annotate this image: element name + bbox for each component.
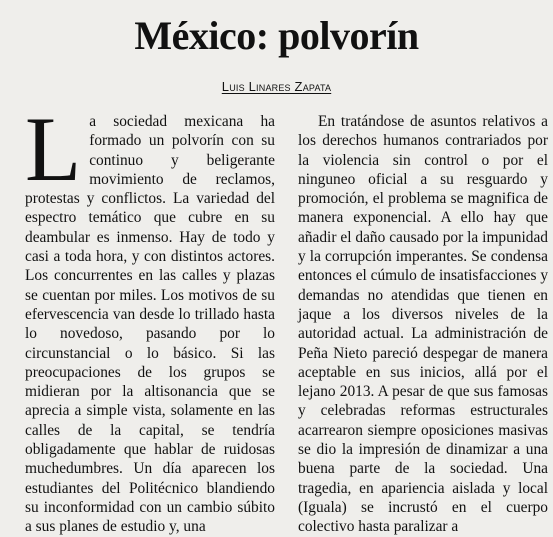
author-byline[interactable] [0, 79, 553, 94]
article-column-right [298, 112, 548, 537]
author-name-link[interactable]: Luis Linares Zapata [221, 79, 332, 94]
article-paragraph: En tratándose de asuntos relativos a los derechos humanos contrariados por la violencia sin control o por el ninguneo oficial a su resguardo y promoción, el problema se magnifica de manera exponencial. A ello hay que añadir el daño causado por la impunidad y la corrupción imperantes. Se condensa entonces el cúmulo de insatisfacciones y demandas no atendidas que tienen en jaque a los diversos niveles de la autoridad actual. La administración de Peña Nieto pareció despegar de manera aceptable en sus inicios, allá por el lejano 2013. A pesar de que sus famosas y celebradas reformas estructurales acarrearon siempre oposiciones masivas se dio la impresión de dinamizar a una buena parte de la sociedad. Una tragedia, en apariencia aislada y local (Iguala) se incrustó en el cuerpo colectivo hasta paralizar a [298, 113, 549, 536]
article-paragraph: a sociedad mexicana ha formado un polvorín con su continuo y beligerante movimiento de reclamos, protestas y conflictos. La variedad del espectro temático que cubre en su deambular es inmenso. Hay de todo y casi a toda hora, y con distintos actores. Los concurrentes en las calles y plazas se cuentan por miles. Los motivos de su efervescencia van desde lo trillado hasta lo novedoso, pasando por lo circunstancial o lo básico. Si las preocupaciones de los grupos se midieran por la altisonancia que se aprecia a simple vista, solamente en las calles de la capital, se tendría obligadamente que hablar de ruidosas muchedumbres. Un día aparecen los estudiantes del Politécnico blandiendo su inconformidad con un cambio súbito a sus planes de estudio y, una [25, 113, 275, 536]
drop-cap: L [25, 98, 82, 200]
article-title: México: polvorín [134, 13, 419, 58]
article-column-left [25, 98, 275, 537]
